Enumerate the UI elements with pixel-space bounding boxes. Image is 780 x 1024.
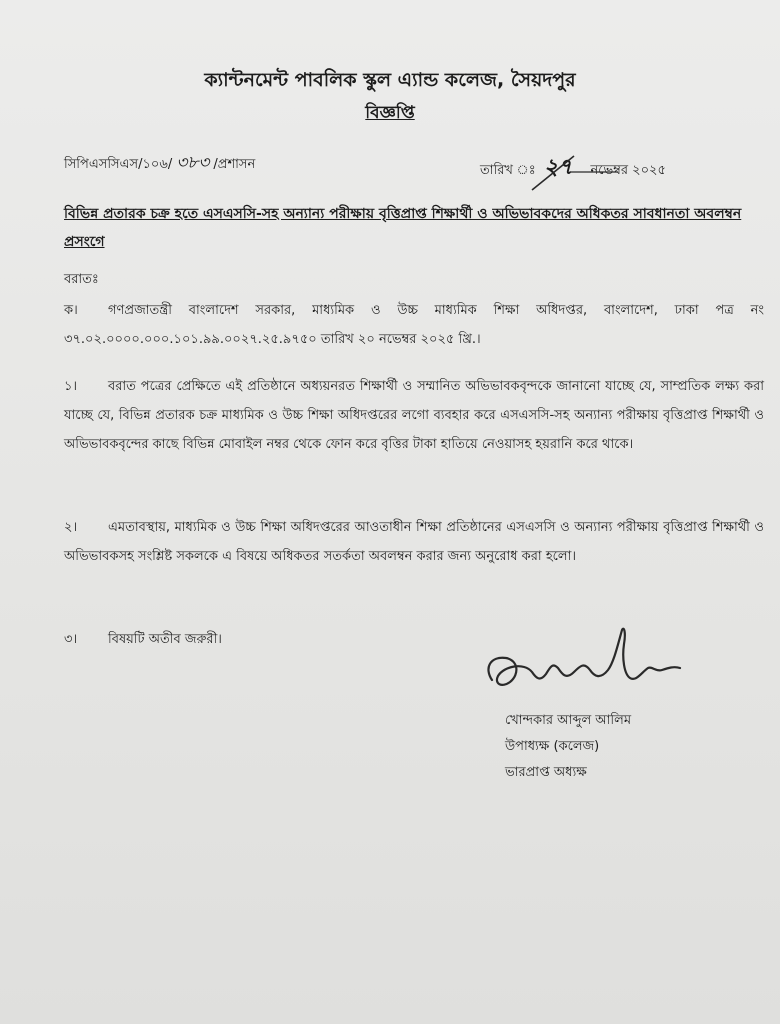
memo-suffix: /প্রশাসন (213, 157, 256, 172)
paragraph-text: বিষয়টি অতীব জরুরী। (108, 632, 222, 647)
paragraph-1 (64, 372, 764, 459)
signatory-role: ভারপ্রাপ্ত অধ্যক্ষ (505, 765, 587, 780)
date-day-handwritten: ২৭ (543, 154, 573, 180)
reference-label: বরাতঃ (64, 272, 99, 287)
notice-title: বিজ্ঞপ্তি (365, 103, 415, 123)
subject-line: বিভিন্ন প্রতারক চক্র হতে এসএসসি-সহ অন্যান্য পরীক্ষায় বৃত্তিপ্রাপ্ত শিক্ষার্থী ও অভিভাবকদের অধিকতর সাবধানতা অবলম্বন প্রসংগে (64, 206, 742, 250)
paragraph-text: বরাত পত্রের প্রেক্ষিতে এই প্রতিষ্ঠানে অধ্যয়নরত শিক্ষার্থী ও সম্মানিত অভিভাবকবৃন্দকে জানানো যাচ্ছে যে, সাম্প্রতিক লক্ষ্য করা যাচ্ছে যে, বিভিন্ন প্রতারক চক্র মাধ্যমিক ও উচ্চ শিক্ষা অধিদপ্তরের লগো ব্যবহার করে এসএসসি-সহ অন্যান্য পরীক্ষায় বৃত্তিপ্রাপ্ত শিক্ষার্থী ও অভিভাবকবৃন্দের কাছে বিভিন্ন মোবাইল নম্বর থেকে ফোন করে বৃত্তির টাকা হাতিয়ে নেওয়াসহ হয়রানি করে থাকে। (64, 379, 764, 452)
signatory-designation: উপাধ্যক্ষ (কলেজ) (505, 739, 600, 754)
signatory-block (505, 708, 631, 786)
school-name: ক্যান্টনমেন্ট পাবলিক স্কুল এ্যান্ড কলেজ, সৈয়দপুর (204, 69, 576, 91)
handwritten-signature (480, 622, 690, 702)
reference-item-marker: ক। (64, 303, 78, 318)
reference-item (64, 296, 764, 354)
memo-prefix: সিপিএসসিএস/১০৬/ (64, 157, 173, 172)
reference-item-text: গণপ্রজাতন্ত্রী বাংলাদেশ সরকার, মাধ্যমিক ও উচ্চ মাধ্যমিক শিক্ষা অধিদপ্তর, বাংলাদেশ, ঢাকা পত্র নং ৩৭.০২.০০০০.০০০.১০১.৯৯.০০২৭.২৫.৯৭৫০ তারিখ ২০ নভেম্বর ২০২৫ খ্রি.। (64, 303, 764, 347)
memo-handwritten-number: ৩৮৩ (176, 153, 210, 173)
signatory-name: খোন্দকার আব্দুল আলিম (505, 713, 632, 728)
date-month-year: নভেম্বর ২০২৫ (590, 163, 666, 178)
memo-number (64, 150, 255, 178)
date-pen-stroke (530, 150, 620, 194)
date-label: তারিখ ঃ (480, 163, 536, 178)
paragraph-2 (64, 513, 764, 571)
paragraph-number: ২। (64, 520, 78, 535)
paragraph-number: ৩। (64, 632, 78, 647)
paragraph-number: ১। (64, 379, 78, 394)
paragraph-text: এমতাবস্থায়, মাধ্যমিক ও উচ্চ শিক্ষা অধিদপ্তরের আওতাধীন শিক্ষা প্রতিষ্ঠানের এসএসসি ও অন্যান্য পরীক্ষায় বৃত্তিপ্রাপ্ত শিক্ষার্থী ও অভিভাবকসহ সংশ্লিষ্ট সকলকে এ বিষয়ে অধিকতর সতর্কতা অবলম্বন করার জন্য অনুরোধ করা হলো। (64, 520, 764, 564)
